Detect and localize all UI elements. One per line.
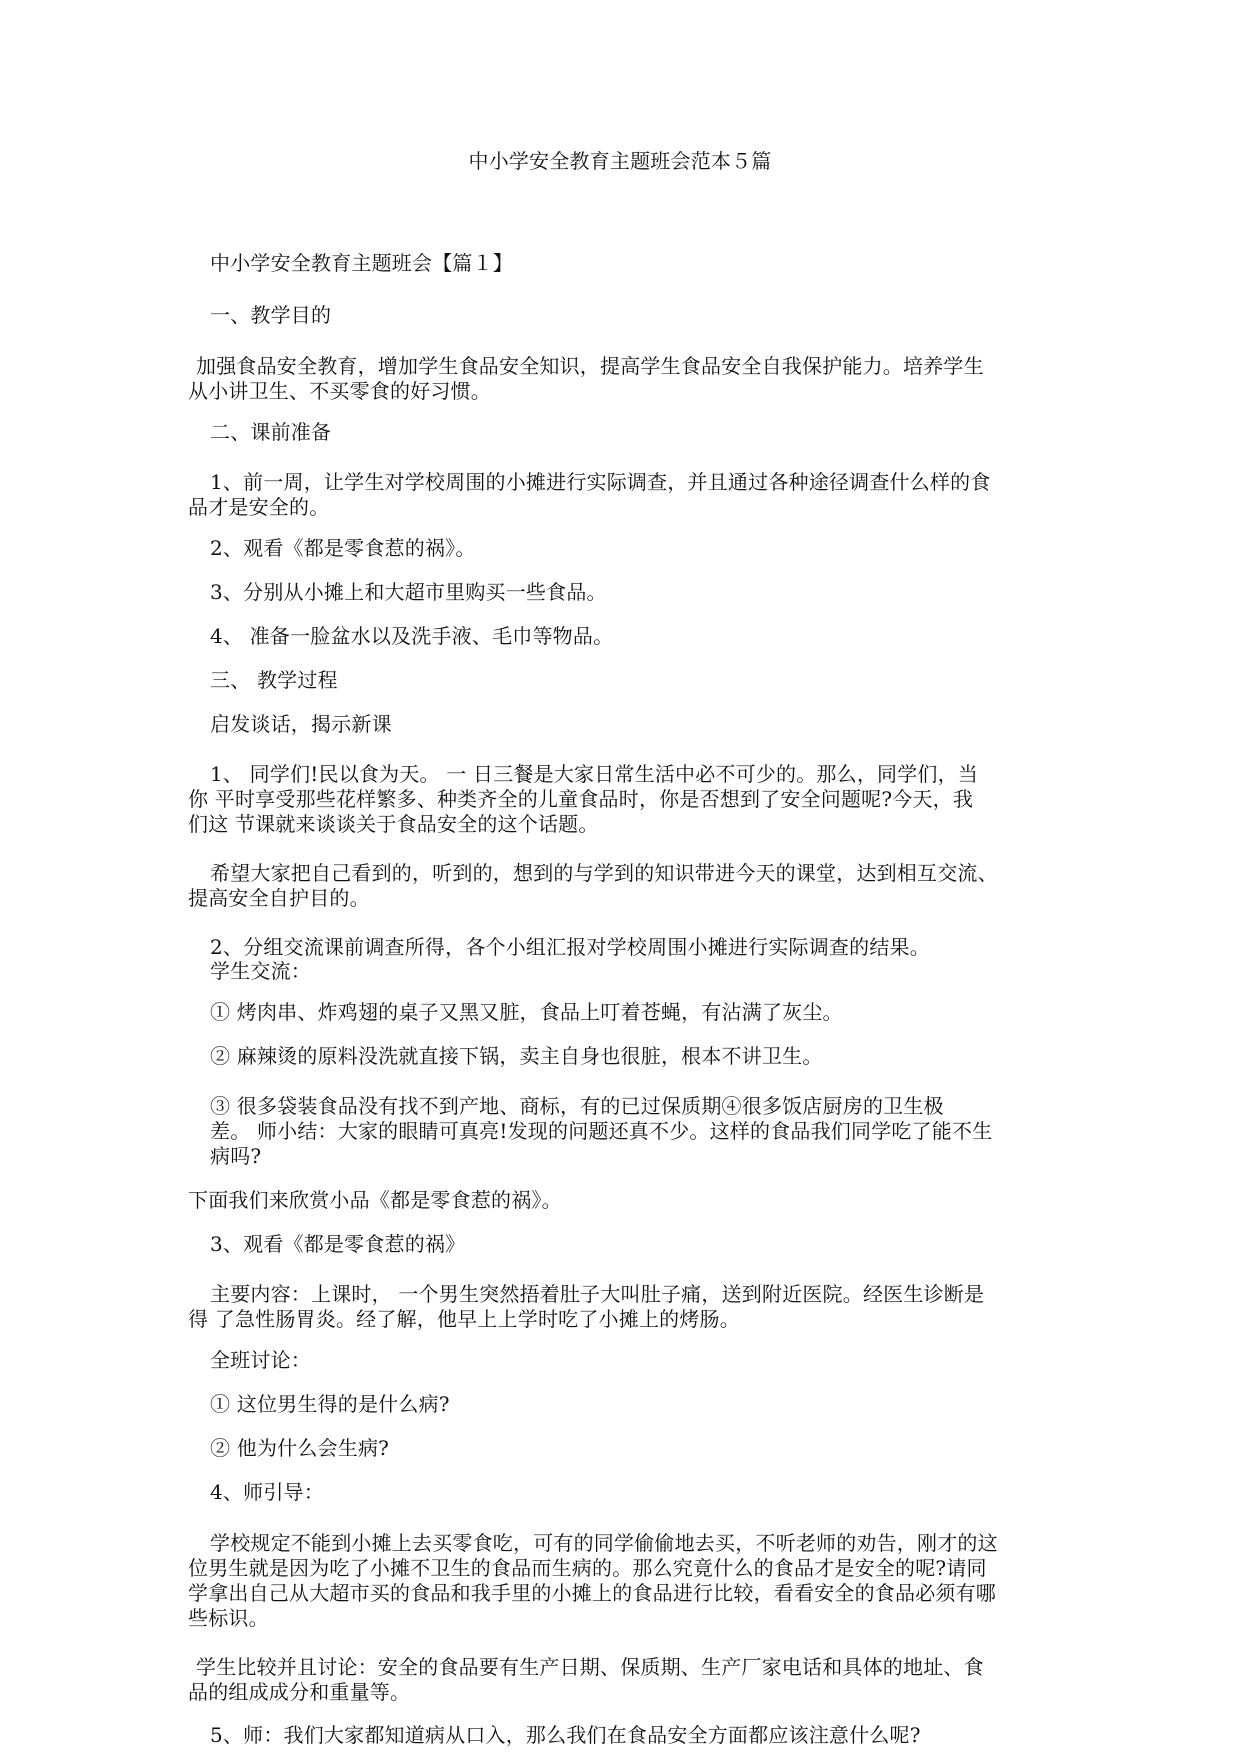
paragraph-line: 加强食品安全教育，增加学生食品安全知识，提高学生食品安全自我保护能力。培养学生 — [196, 354, 984, 378]
list-item: ① 烤肉串、炸鸡翅的桌子又黑又脏，食品上叮着苍蝇，有沾满了灰尘。 — [210, 1000, 843, 1024]
paragraph-line: 学拿出自己从大超市买的食品和我手里的小摊上的食品进行比较，看看安全的食品必须有哪 — [188, 1581, 996, 1605]
paragraph-line: 下面我们来欣赏小品《都是零食惹的祸》。 — [188, 1188, 562, 1212]
paragraph-line: 3、观看《都是零食惹的祸》 — [210, 1232, 466, 1256]
paragraph-line: 学生交流： — [210, 959, 311, 983]
paragraph-line: 4、师引导： — [210, 1480, 324, 1504]
paragraph-line: 2、分组交流课前调查所得，各个小组汇报对学校周围小摊进行实际调查的结果。 — [210, 935, 930, 959]
paragraph-line: 4、 准备一脸盆水以及洗手液、毛巾等物品。 — [210, 624, 614, 648]
paragraph-line: 学校规定不能到小摊上去买零食吃，可有的同学偷偷地去买，不听老师的劝告，刚才的这 — [210, 1531, 998, 1555]
heading-teaching-goal: 一、教学目的 — [210, 303, 332, 327]
paragraph-line: 1、 同学们!民以食为天。 一 日三餐是大家日常生活中必不可少的。那么，同学们，当 — [210, 762, 979, 786]
paragraph-line: 2、观看《都是零食惹的祸》。 — [210, 536, 476, 560]
heading-teaching-process: 三、 教学过程 — [210, 668, 338, 692]
paragraph-line: 品才是安全的。 — [188, 495, 330, 519]
paragraph-line: 5、师：我们大家都知道病从口入，那么我们在食品安全方面都应该注意什么呢? — [210, 1723, 921, 1747]
paragraph-line: 位男生就是因为吃了小摊不卫生的食品而生病的。那么究竟什么的食品才是安全的呢?请同 — [188, 1556, 987, 1580]
paragraph-line: 从小讲卫生、不买零食的好习惯。 — [188, 379, 491, 403]
paragraph-line: 学生比较并且讨论：安全的食品要有生产日期、保质期、生产厂家电话和具体的地址、食 — [196, 1655, 984, 1679]
paragraph-line: 启发谈话，揭示新课 — [210, 712, 392, 736]
paragraph-line: 主要内容：上课时， 一个男生突然捂着肚子大叫肚子痛，送到附近医院。经医生诊断是 — [210, 1282, 985, 1306]
paragraph-line: 全班讨论： — [210, 1348, 311, 1372]
paragraph-line: 1、前一周，让学生对学校周围的小摊进行实际调查，并且通过各种途径调查什么样的食 — [210, 470, 991, 494]
paragraph-line: 3、分别从小摊上和大超市里购买一些食品。 — [210, 580, 607, 604]
list-item: ② 他为什么会生病? — [210, 1436, 390, 1460]
list-item: ② 麻辣烫的原料没洗就直接下锅，卖主自身也很脏，根本不讲卫生。 — [210, 1044, 823, 1068]
heading-preparation: 二、课前准备 — [210, 420, 332, 444]
paragraph-line: 你 平时享受那些花样繁多、种类齐全的儿童食品时，你是否想到了安全问题呢?今天，我 — [188, 787, 974, 811]
paragraph-line: 品的组成成分和重量等。 — [188, 1680, 411, 1704]
paragraph-line: 提高安全自护目的。 — [188, 886, 370, 910]
paragraph-line: 些标识。 — [188, 1606, 269, 1630]
section-heading: 中小学安全教育主题班会【篇１】 — [210, 251, 513, 275]
document-title: 中小学安全教育主题班会范本５篇 — [468, 149, 772, 173]
paragraph-line: 们这 节课就来谈谈关于食品安全的这个话题。 — [188, 812, 599, 836]
paragraph-line: 得 了急性肠胃炎。经了解，他早上上学时吃了小摊上的烤肠。 — [188, 1307, 740, 1331]
paragraph-line: 病吗? — [210, 1144, 262, 1168]
paragraph-line: 差。 师小结：大家的眼睛可真亮!发现的问题还真不少。这样的食品我们同学吃了能不生 — [210, 1119, 993, 1143]
list-item: ① 这位男生得的是什么病? — [210, 1392, 450, 1416]
list-item: ③ 很多袋装食品没有找不到产地、商标，有的已过保质期④很多饭店厨房的卫生极 — [210, 1094, 944, 1118]
paragraph-line: 希望大家把自己看到的，听到的，想到的与学到的知识带进今天的课堂，达到相互交流、 — [210, 861, 998, 885]
